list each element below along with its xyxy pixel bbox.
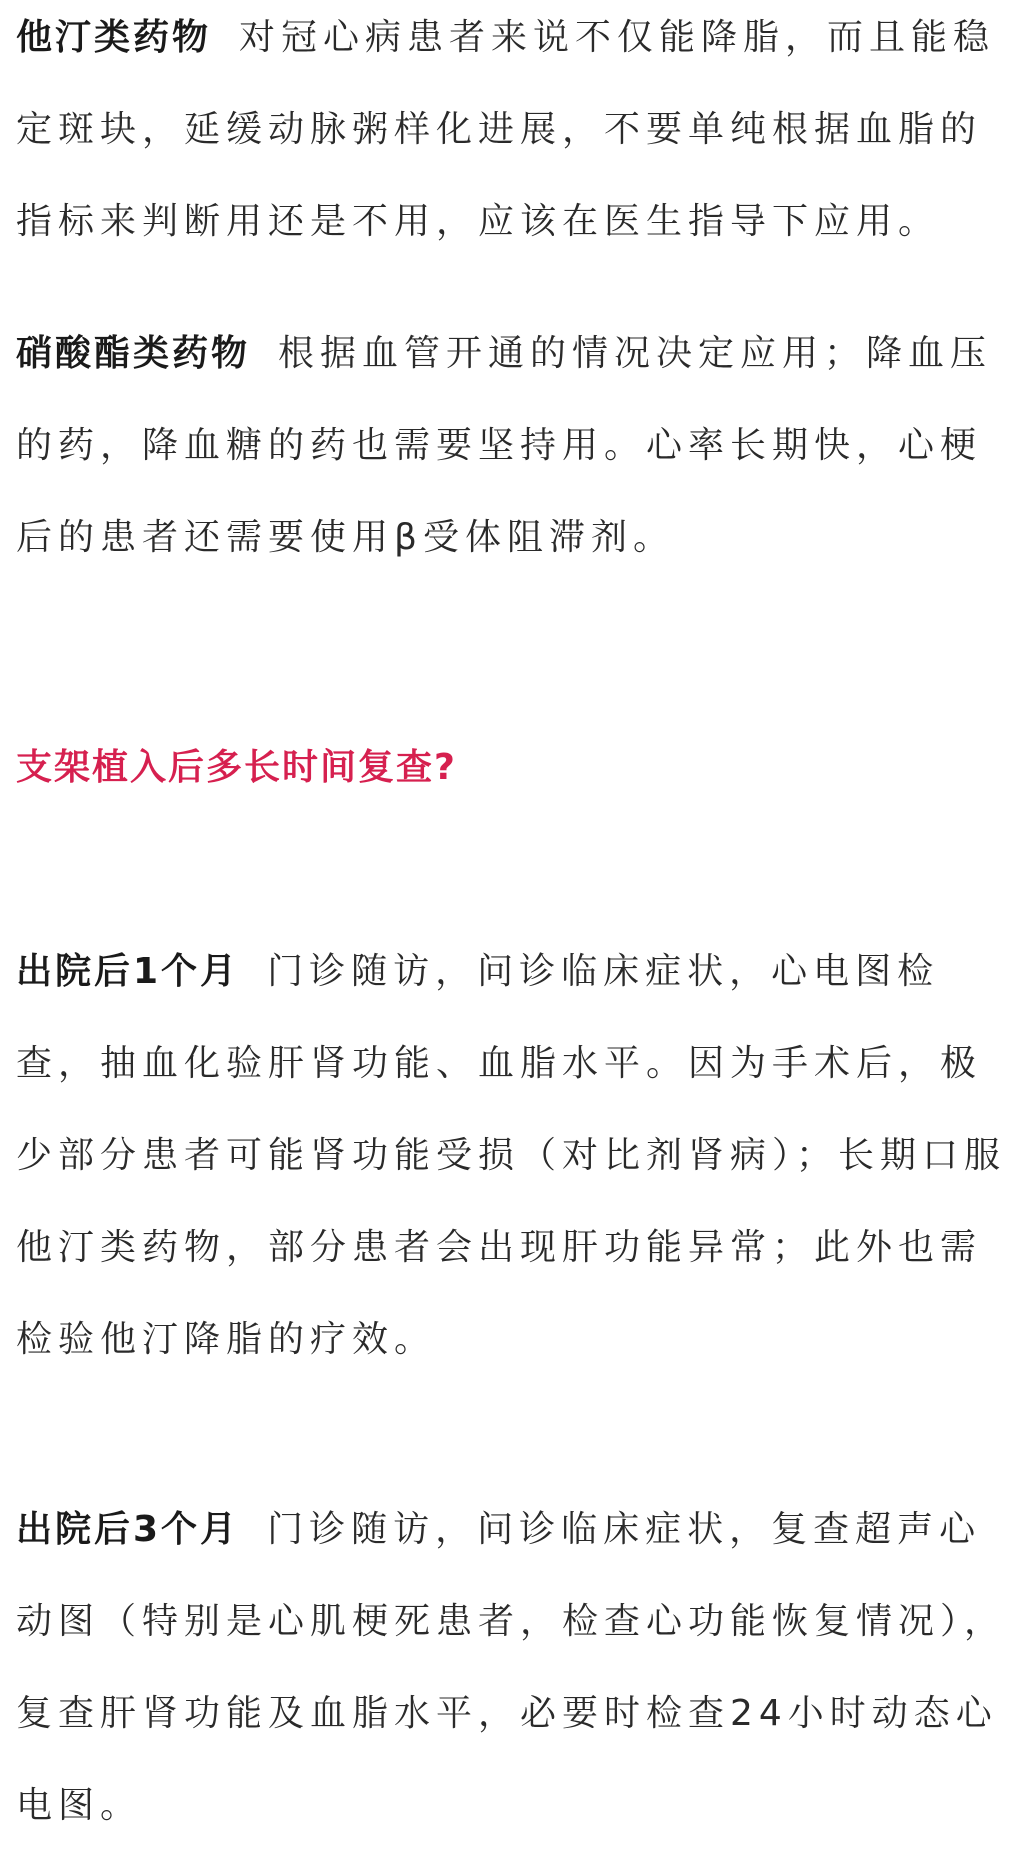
nitrate-lead: 硝酸酯类药物: [16, 333, 251, 374]
followup-1month-lead: 出院后1个月: [16, 951, 240, 992]
nitrate-text: 根据血管开通的情况决定应用；降血压的药，降血糖的药也需要坚持用。心率长期快，心梗后的患者还需要使用β受体阻滞剂。: [16, 333, 993, 558]
statin-text: 对冠心病患者来说不仅能降脂，而且能稳定斑块，延缓动脉粥样化进展，不要单纯根据血脂的指标来判断用还是不用，应该在医生指导下应用。: [16, 17, 996, 242]
followup-3month-text: 门诊随访，问诊临床症状，复查超声心动图（特别是心肌梗死患者，检查心功能恢复情况），复查肝肾功能及血脂水平，必要时检查24小时动态心电图。: [16, 1509, 1007, 1826]
nitrate-paragraph: [16, 308, 1012, 584]
followup-3month-paragraph: [16, 1484, 1012, 1852]
statin-lead: 他汀类药物: [16, 17, 212, 58]
section-heading: 支架植入后多长时间复查?: [16, 747, 457, 788]
followup-1month-paragraph: [16, 926, 1012, 1386]
followup-1month-text: 门诊随访，问诊临床症状，心电图检查，抽血化验肝肾功能、血脂水平。因为手术后，极少部分患者可能肾功能受损（对比剂肾病）；长期口服他汀类药物，部分患者会出现肝功能异常；此外也需检验他汀降脂的疗效。: [16, 951, 1007, 1360]
followup-3month-lead: 出院后3个月: [16, 1509, 240, 1550]
statin-paragraph: [16, 0, 1012, 268]
